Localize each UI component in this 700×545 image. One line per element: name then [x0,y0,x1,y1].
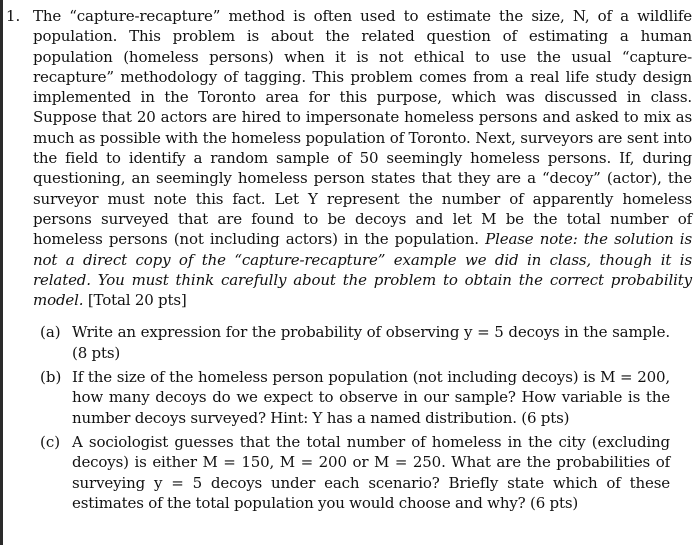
left-margin-rule [0,0,3,545]
part-c [40,432,670,513]
part-label: (c) [40,432,61,451]
problem-1 [6,6,692,517]
problem-number: 1. [6,7,21,25]
part-text: If the size of the homeless person population (not including decoys) is M = 200, how many decoys do we expect to observe in our sample? How variable is the number decoys surveyed? Hint: Y has a named distribution. (6 pts) [72,368,670,427]
part-text: A sociologist guesses that the total number of homeless in the city (excluding decoys) is either M = 150, M = 200 or M = 250. What are the probabilities of surveying y = 5 decoys under each scenario? Briefly state which of these estimates of the total population you would choose and why? (6 pts) [72,432,670,512]
problem-total-points: [Total 20 pts] [87,291,187,310]
part-text: Write an expression for the probability of observing y = 5 decoys in the sample. (8 pts) [72,323,670,362]
part-label: (a) [40,323,61,342]
part-a [40,322,670,363]
problem-parts [40,322,670,513]
part-label: (b) [40,368,62,387]
problem-text: The “capture-recapture” method is often used to estimate the size, N, of a wildlife population. This problem is about the related question of estimating a human population (homeless persons) when it is not ethical to use the usual “capture-recapture” methodology of tagging. This problem comes from a real life study design implemented in the Toronto area for this purpose, which was discussed in class. Suppose that 20 actors are hired to impersonate homeless persons and asked to mix as much as possible with the homeless population of Toronto. Next, surveyors are sent into the field to identify a random sample of 50 seemingly homeless persons. If, during questioning, an seemingly homeless person states that they are a “decoy” (actor), the surveyor must note this fact. Let Y represent the number of apparently homeless persons surveyed that are found to be decoys and let M be the total number of homeless persons (not including actors) in the population. [33,7,692,249]
problem-statement [33,6,692,310]
problem-note: Please note: the solution is not a direct copy of the “capture-recapture” example we did in class, though it is related. You must think carefully about the problem to obtain the correct probability model. [33,230,692,310]
part-b [40,367,670,428]
